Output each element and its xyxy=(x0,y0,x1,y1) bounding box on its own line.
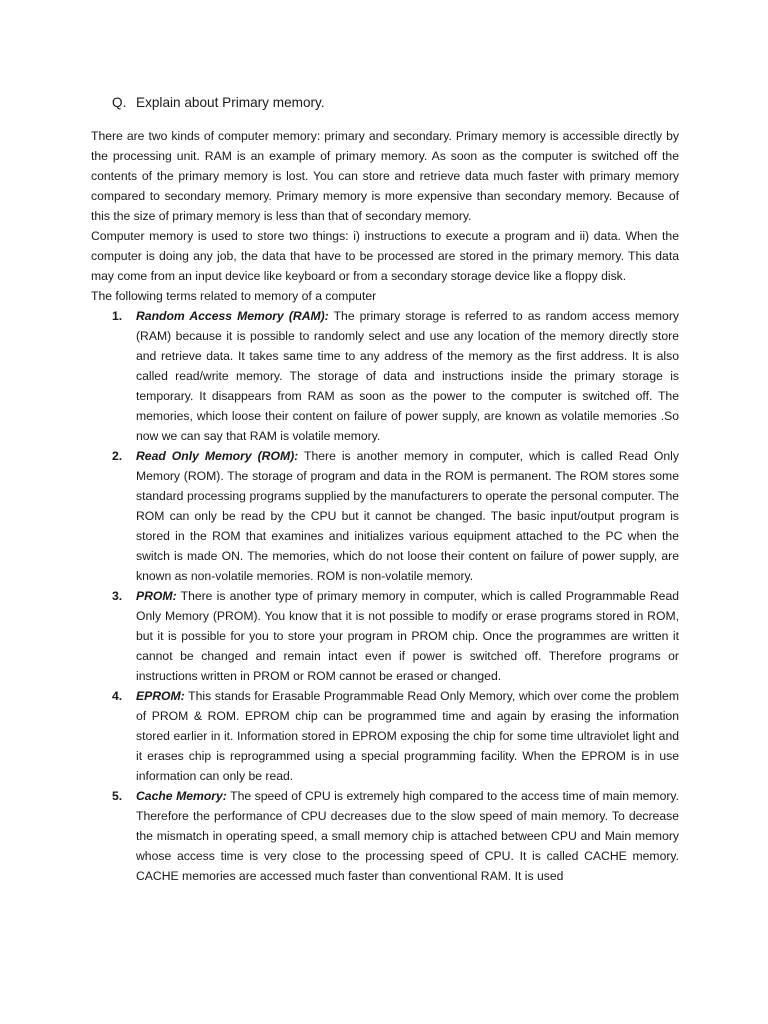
term-ram xyxy=(91,306,679,446)
term-text: The speed of CPU is extremely high compared to the access time of main memory. Therefore the performance of CPU decreases due to the slow speed of main memory. To decrease the mismatch in operating speed, a small memory chip is attached between CPU and Main memory whose access time is very close to the processing speed of CPU. It is called CACHE memory. CACHE memories are accessed much faster than conventional RAM. It is used xyxy=(136,789,679,883)
paragraph-memory-usage: Computer memory is used to store two things: i) instructions to execute a program and ii) data. When the computer is doing any job, the data that have to be processed are stored in the primary memory. This data may come from an input device like keyboard or from a secondary storage device like a floppy disk. xyxy=(91,229,679,283)
term-text: There is another memory in computer, which is called Read Only Memory (ROM). The storage of program and data in the ROM is permanent. The ROM stores some standard processing programs supplied by the manufacturers to operate the personal computer. The ROM can only be read by the CPU but it cannot be changed. The basic input/output program is stored in the ROM that examines and initializes various equipment attached to the PC when the switch is made ON. The memories, which do not loose their content on failure of power supply, are known as non-volatile memories. ROM is non-volatile memory. xyxy=(136,449,679,583)
term-number: 5. xyxy=(112,789,123,803)
term-title: Cache Memory: xyxy=(136,789,227,803)
question-text: Explain about Primary memory. xyxy=(136,95,325,110)
term-title: Random Access Memory (RAM): xyxy=(136,309,329,323)
term-number: 3. xyxy=(112,589,123,603)
term-cache-memory xyxy=(91,786,679,886)
term-number: 4. xyxy=(112,689,123,703)
document-body xyxy=(91,126,679,886)
term-prom xyxy=(91,586,679,686)
term-text: There is another type of primary memory in computer, which is called Programmable Read Only Memory (PROM). You know that it is not possible to modify or erase programs stored in ROM, but it is possible for you to store your program in PROM chip. Once the programmes are written it cannot be changed and remain intact even if power is switched off. Therefore programs or instructions written in PROM or ROM cannot be erased or changed. xyxy=(136,589,680,683)
term-title: Read Only Memory (ROM): xyxy=(136,449,299,463)
term-title: PROM: xyxy=(136,589,177,603)
terms-list xyxy=(91,306,679,886)
term-number: 2. xyxy=(112,449,123,463)
term-number: 1. xyxy=(112,309,123,323)
term-title: EPROM: xyxy=(136,689,185,703)
question-label: Q. xyxy=(112,95,127,110)
term-rom xyxy=(91,446,679,586)
paragraph-memory-kinds: There are two kinds of computer memory: primary and secondary. Primary memory is accessible directly by the processing unit. RAM is an example of primary memory. As soon as the computer is switched off the contents of the primary memory is lost. You can store and retrieve data much faster with primary memory compared to secondary memory. Primary memory is more expensive than secondary memory. Because of this the size of primary memory is less than that of secondary memory. xyxy=(91,129,679,223)
term-eprom xyxy=(91,686,679,786)
term-text: This stands for Erasable Programmable Read Only Memory, which over come the problem of PROM & ROM. EPROM chip can be programmed time and again by erasing the information stored earlier in it. Information stored in EPROM exposing the chip for some time ultraviolet light and it erases chip is reprogrammed using a special programming facility. When the EPROM is in use information can only be read. xyxy=(136,689,679,783)
question-heading xyxy=(112,93,325,113)
paragraph-terms-intro: The following terms related to memory of a computer xyxy=(91,289,377,303)
term-text: The primary storage is referred to as random access memory (RAM) because it is possible to randomly select and use any location of the memory directly store and retrieve data. It takes same time to any address of the memory as the first address. It is also called read/write memory. The storage of data and instructions inside the primary storage is temporary. It disappears from RAM as soon as the power to the computer is switched off. The memories, which loose their content on failure of power supply, are known as volatile memories .So now we can say that RAM is volatile memory. xyxy=(136,309,679,443)
